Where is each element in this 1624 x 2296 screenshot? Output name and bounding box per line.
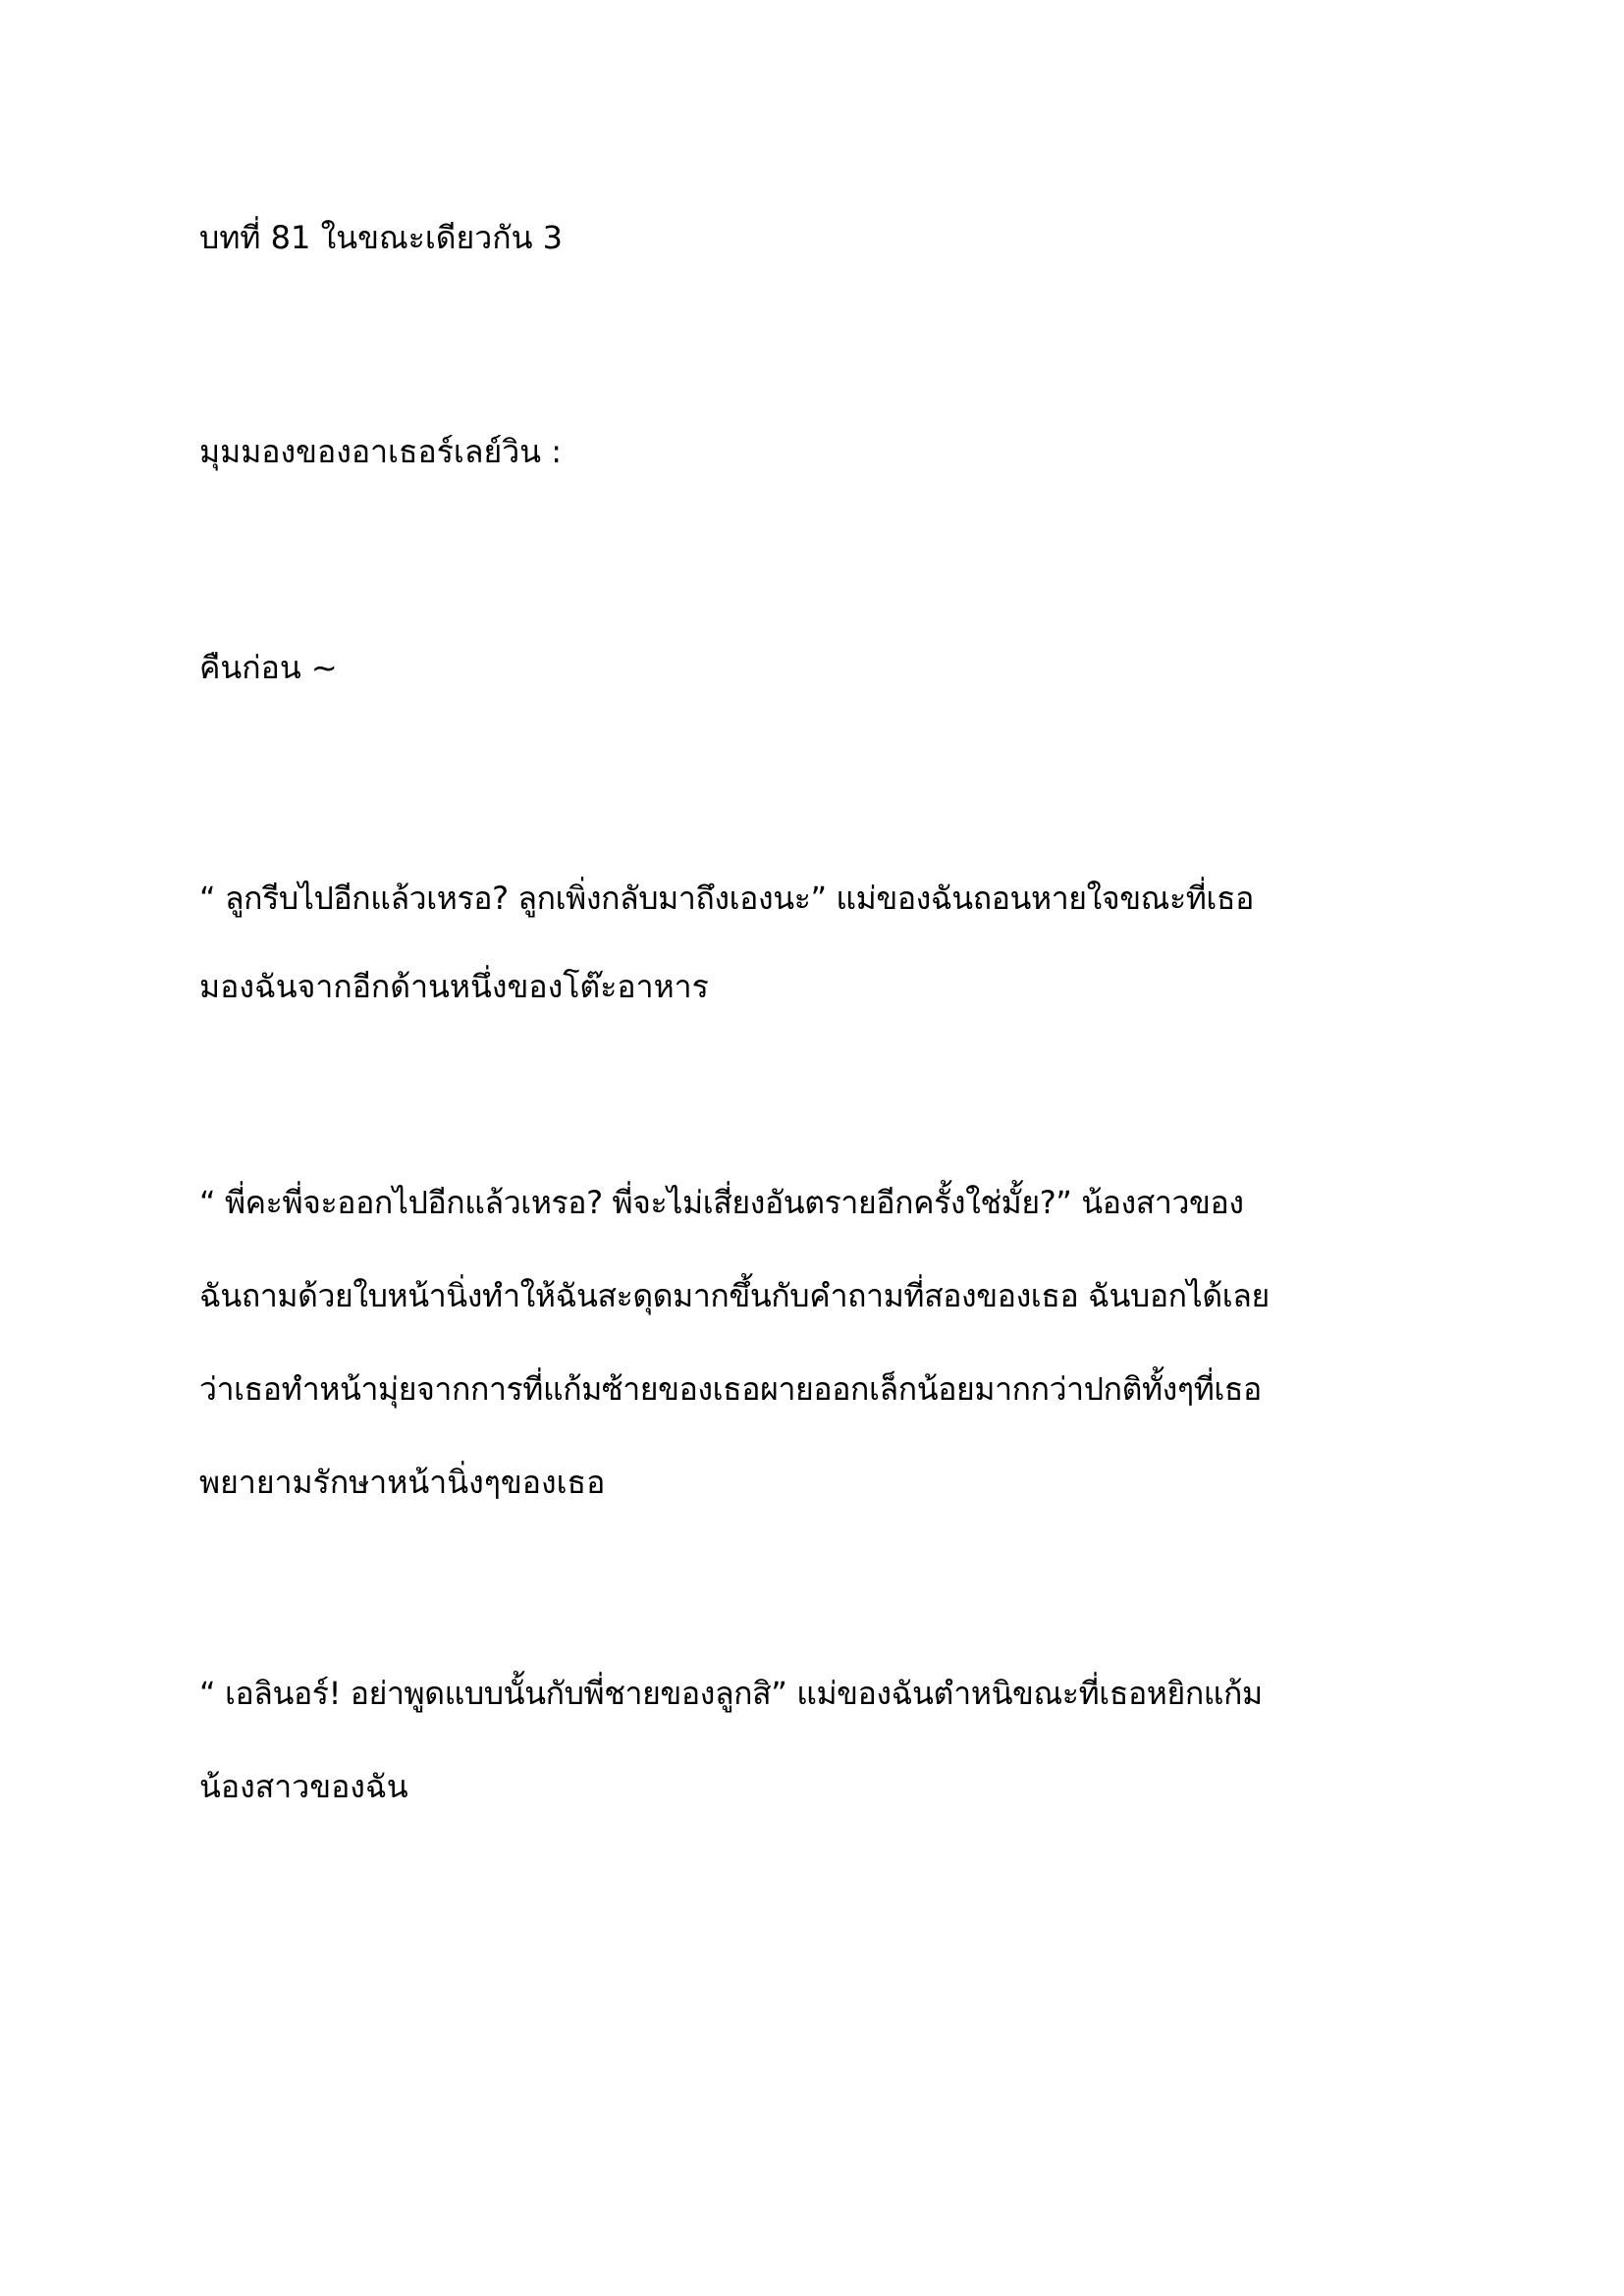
chapter-heading: บทที่ 81 ในขณะเดียวกัน 3: [199, 219, 564, 256]
paragraph-line: ฉันถามด้วยใบหน้านิ่งทำให้ฉันสะดุดมากขึ้นกับคำถามที่สองของเธอ ฉันบอกได้เลย: [199, 1277, 1270, 1314]
paragraph-line: “ พี่คะพี่จะออกไปอีกแล้วเหรอ? พี่จะไม่เสี่ยงอันตรายอีกครั้งใช่มั้ย?” น้องสาวของ: [199, 1184, 1244, 1221]
paragraph-line: “ ลูกรีบไปอีกแล้วเหรอ? ลูกเพิ่งกลับมาถึงเองนะ” แม่ของฉันถอนหายใจขณะที่เธอ: [199, 880, 1254, 917]
paragraph-line: “ เอลินอร์! อย่าพูดแบบนั้นกับพี่ชายของลูกสิ” แม่ของฉันตำหนิขณะที่เธอหยิกแก้ม: [199, 1675, 1263, 1712]
paragraph-line: ว่าเธอทำหน้ามุ่ยจากการที่แก้มซ้ายของเธอผายออกเล็กน้อยมากกว่าปกติทั้งๆที่เธอ: [199, 1370, 1262, 1408]
pov-line: มุมมองของอาเธอร์เลย์วิน :: [199, 433, 562, 470]
paragraph-line: น้องสาวของฉัน: [199, 1768, 408, 1805]
scene-line: คืนก่อน ~: [199, 649, 338, 686]
paragraph-line: มองฉันจากอีกด้านหนึ่งของโต๊ะอาหาร: [199, 968, 709, 1005]
paragraph-line: พยายามรักษาหน้านิ่งๆของเธอ: [199, 1464, 606, 1501]
